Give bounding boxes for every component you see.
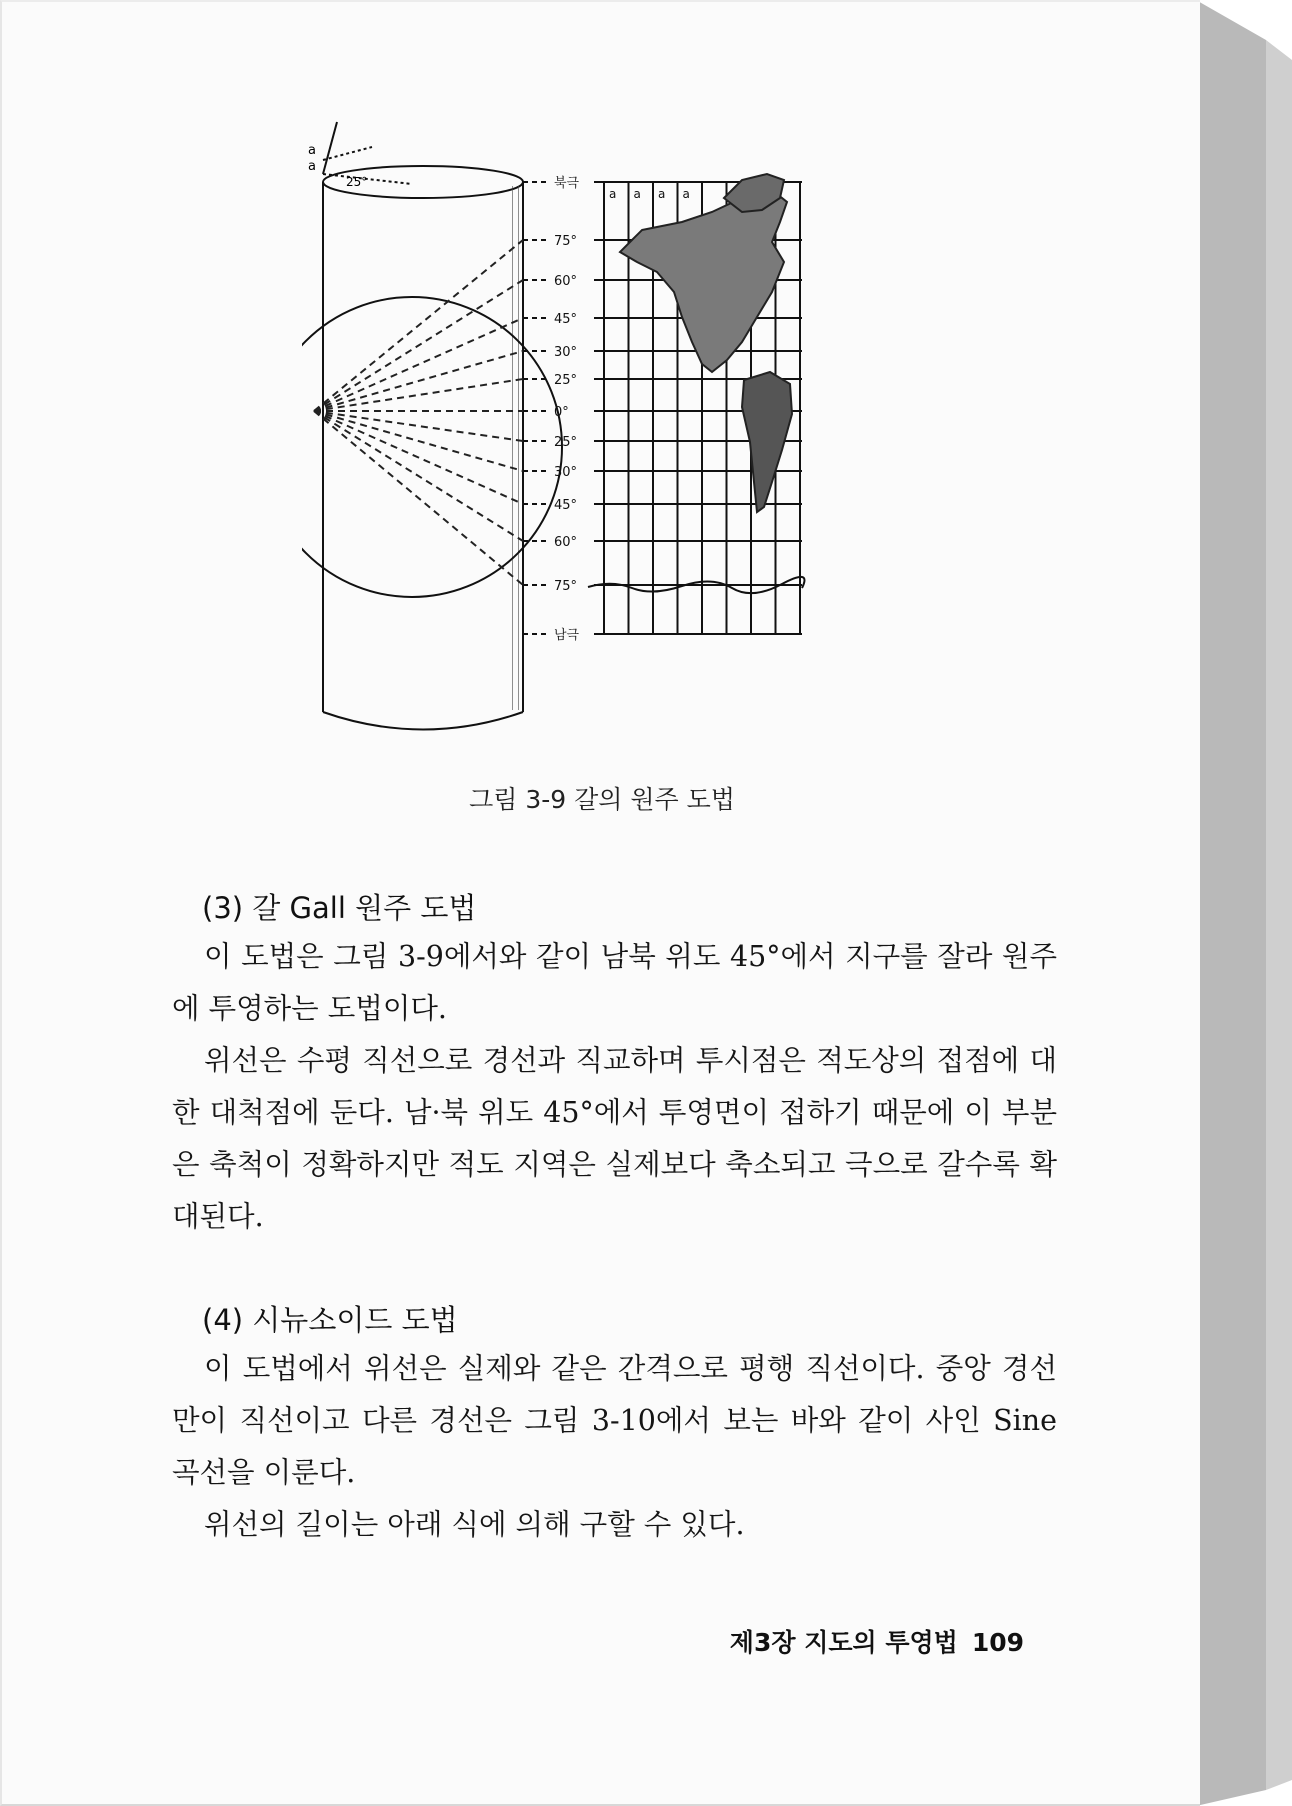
projection-ray-5 <box>314 379 523 411</box>
projection-ray-11 <box>314 411 523 585</box>
gall-projection-figure <box>302 102 922 742</box>
grid-top-label-3: a <box>682 187 690 201</box>
projection-ray-9 <box>314 411 523 504</box>
cylinder-drawing <box>302 122 562 730</box>
figure-caption: 그림 3-9 갈의 원주 도법 <box>469 785 735 814</box>
lat-label-2: 60° <box>554 274 578 289</box>
lat-label-0: 북극 <box>554 176 580 191</box>
section-3-title: (3) 갈 Gall 원주 도법 <box>202 891 477 925</box>
grid-top-label-1: a <box>633 187 641 201</box>
section-4-paragraph-2: 위선의 길이는 아래 식에 의해 구할 수 있다. <box>204 1508 745 1541</box>
lat-label-1: 75° <box>554 234 578 249</box>
projection-rays <box>314 240 523 585</box>
lat-label-8: 30° <box>554 465 578 480</box>
projection-ray-8 <box>314 411 523 471</box>
latitude-labels <box>523 176 604 643</box>
lat-label-9: 45° <box>554 498 578 513</box>
section-4-title: (4) 시뉴소이드 도법 <box>202 1303 458 1337</box>
lat-label-11: 75° <box>554 579 578 594</box>
section-3-paragraph-2: 위선은 수평 직선으로 경선과 직교하며 투시점은 적도상의 접점에 대한 대척점에 둔다. 남·북 위도 45°에서 투영면이 접하기 때문에 이 부분은 축척이 정확하지만 적도 지역은 실제보다 축소되고 극으로 갈수록 확대된다. <box>172 1044 1057 1233</box>
south-america-shape <box>742 372 792 512</box>
lat-label-6: 0° <box>554 405 569 420</box>
grid-top-label-2: a <box>658 187 666 201</box>
lat-label-3: 45° <box>554 312 578 327</box>
projection-ray-4 <box>314 351 523 411</box>
lat-label-5: 25° <box>554 373 578 388</box>
grid-map <box>588 174 805 634</box>
section-4-body <box>172 1343 1057 1551</box>
page-footer <box>716 1623 1024 1659</box>
projection-ray-10 <box>314 411 523 541</box>
label-a-1: a <box>308 143 316 158</box>
section-4-paragraph-1: 이 도법에서 위선은 실제와 같은 간격으로 평행 직선이다. 중앙 경선만이 직선이고 다른 경선은 그림 3-10에서 보는 바와 같이 사인 Sine 곡선을 이룬다. <box>172 1352 1057 1489</box>
lat-label-12: 남극 <box>554 628 580 643</box>
grid-top-label-0: a <box>609 187 617 201</box>
projection-ray-3 <box>314 318 523 411</box>
book-page-edge <box>1196 0 1292 1806</box>
projection-ray-1 <box>314 240 523 411</box>
page-number: 109 <box>971 1628 1024 1657</box>
chapter-title: 제3장 지도의 투영법 <box>729 1628 958 1657</box>
label-25-degree: 25° <box>346 175 368 189</box>
lat-label-10: 60° <box>554 535 578 550</box>
lat-label-7: 25° <box>554 435 578 450</box>
projection-ray-2 <box>314 280 523 411</box>
lat-label-4: 30° <box>554 345 578 360</box>
section-3-paragraph-1: 이 도법은 그림 3-9에서와 같이 남북 위도 45°에서 지구를 잘라 원주에 투영하는 도법이다. <box>172 940 1057 1025</box>
section-3-body <box>172 931 1057 1243</box>
label-a-2: a <box>308 159 316 174</box>
